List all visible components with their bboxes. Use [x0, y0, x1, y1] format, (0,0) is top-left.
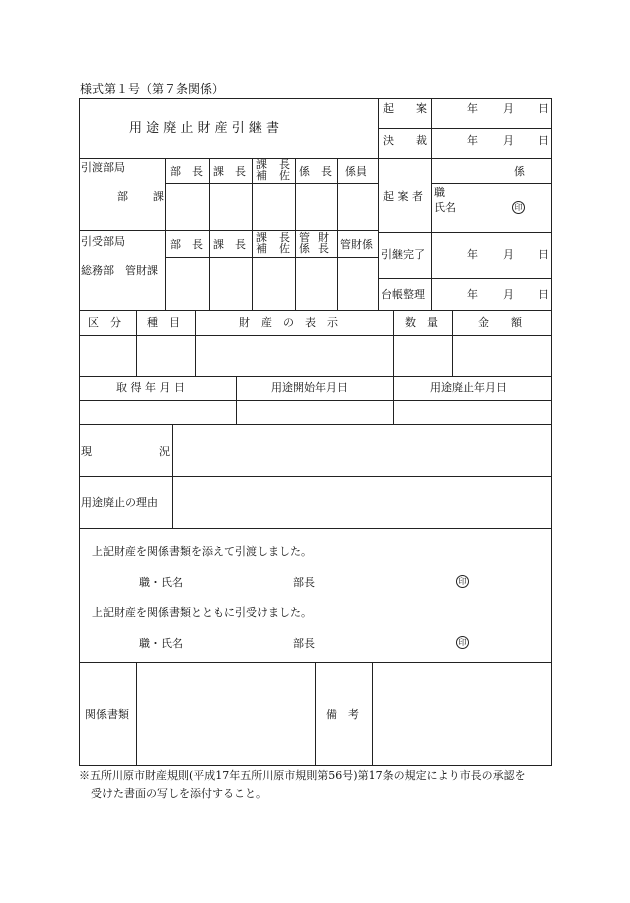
drafter-seal: 印	[512, 201, 525, 214]
footnote-line2: 受けた書面の写しを添付すること。	[91, 787, 267, 800]
receive-col-kanzai-kakari: 管財係	[340, 238, 373, 251]
receive-dept-value: 総務部 管財課	[81, 264, 158, 277]
daicho-year: 年	[467, 288, 478, 301]
drafter-label: 起 案 者	[383, 190, 423, 203]
header-zaisan-hyoji: 財 産 の 表 示	[239, 316, 338, 329]
genkyo-label-b: 況	[159, 445, 170, 458]
kessai-year: 年	[467, 134, 478, 147]
header-yoto-haishi-date: 用途廃止年月日	[430, 381, 507, 394]
header-kubun: 区 分	[88, 316, 121, 329]
transfer-bu: 部	[117, 190, 128, 203]
daicho-seiri-label: 台帳整理	[381, 288, 425, 301]
transfer-col-kacho-hosa: 課補長佐	[256, 158, 290, 182]
bucho-label-1: 部長	[293, 576, 315, 589]
sign-label-2: 職・氏名	[139, 637, 183, 650]
receive-dept-label: 引受部局	[81, 235, 125, 248]
hikitsugi-year: 年	[467, 248, 478, 261]
daicho-day: 日	[538, 288, 549, 301]
kian-day: 日	[538, 102, 549, 115]
receive-col-kacho: 課 長	[213, 238, 246, 251]
form-number: 様式第１号（第７条関係）	[80, 82, 225, 96]
kian-year: 年	[467, 102, 478, 115]
transfer-col-kacho: 課 長	[213, 165, 246, 178]
footnote-line1: ※五所川原市財産規則(平成17年五所川原市規則第56号)第17条の規定により市長の承認を	[79, 769, 526, 782]
transfer-col-kakariin: 係員	[345, 165, 367, 178]
transfer-dept-label: 引渡部局	[81, 161, 125, 174]
statement-transfer: 上記財産を関係書類を添えて引渡しました。	[92, 545, 312, 558]
form-title: 用 途 廃 止 財 産 引 継 書	[129, 121, 280, 136]
hikitsugi-kanryo-label: 引継完了	[381, 248, 425, 261]
kian-month: 月	[503, 102, 514, 115]
hikitsugi-day: 日	[538, 248, 549, 261]
transfer-col-bucho: 部 長	[170, 165, 203, 178]
reason-label: 用途廃止の理由	[81, 496, 158, 509]
kessai-day: 日	[538, 134, 549, 147]
receive-col-kacho-hosa: 課補長佐	[256, 231, 290, 255]
genkyo-label-a: 現	[81, 445, 92, 458]
related-docs-label: 関係書類	[85, 708, 129, 721]
transfer-col-kakaricho: 係 長	[299, 165, 332, 178]
receive-col-bucho: 部 長	[170, 238, 203, 251]
sign-label-1: 職・氏名	[139, 576, 183, 589]
kian-label: 起 案	[383, 102, 427, 115]
drafter-shoku: 職	[434, 186, 445, 199]
daicho-month: 月	[503, 288, 514, 301]
header-shumoku: 種 目	[147, 316, 180, 329]
header-suryo: 数 量	[405, 316, 438, 329]
statement-receive: 上記財産を関係書類とともに引受けました。	[92, 606, 312, 619]
bikou-label: 備 考	[326, 708, 359, 721]
kessai-month: 月	[503, 134, 514, 147]
header-kingaku: 金 額	[478, 316, 522, 329]
hikitsugi-month: 月	[503, 248, 514, 261]
drafter-shimei: 氏名	[434, 201, 456, 214]
kessai-label: 決 裁	[383, 134, 427, 147]
header-shutoku-date: 取 得 年 月 日	[116, 381, 185, 394]
receive-col-kanzai-kakaricho: 管係財長	[299, 231, 329, 255]
seal-2: 印	[456, 636, 469, 649]
seal-1: 印	[456, 575, 469, 588]
drafter-kakari: 係	[514, 165, 525, 178]
bucho-label-2: 部長	[293, 637, 315, 650]
transfer-ka: 課	[153, 190, 164, 203]
header-yoto-kaishi-date: 用途開始年月日	[271, 381, 348, 394]
